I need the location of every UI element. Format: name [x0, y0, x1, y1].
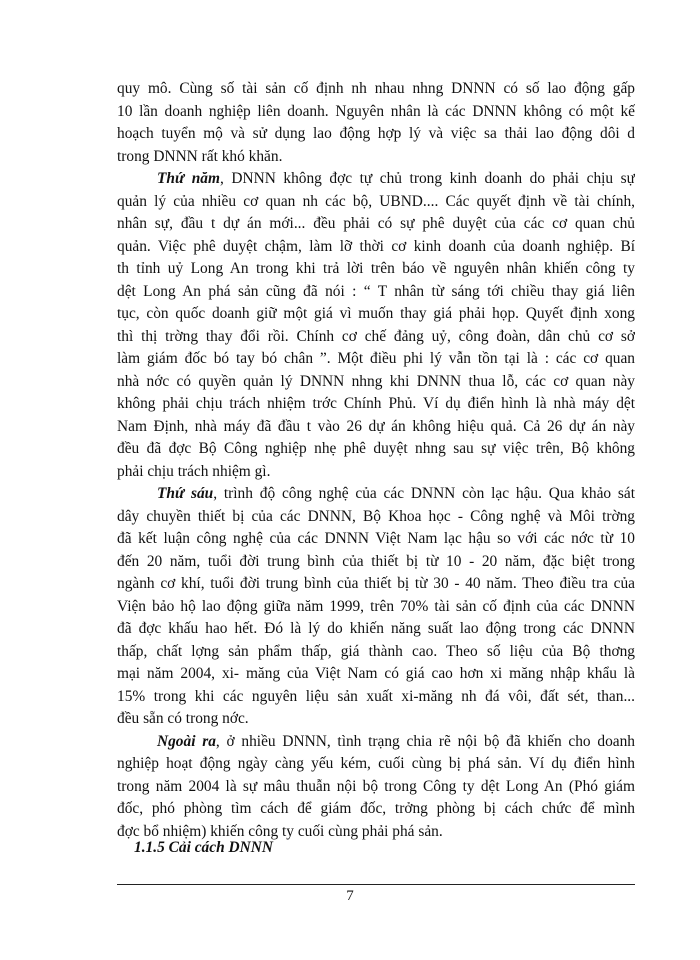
line-text: dệt Long An phá sản cũng đã nói : “ T nhân từ sáng tới chiều thay giá liên: [117, 282, 635, 300]
text-line: [117, 123, 635, 146]
paragraph-lead: Thứ sáu: [157, 485, 214, 502]
line-text: phải chịu trách nhiệm gì.: [117, 462, 271, 480]
text-line: [117, 663, 635, 686]
text-line: [117, 371, 635, 394]
text-line: [117, 573, 635, 596]
text-line: [117, 191, 635, 214]
text-line: [117, 776, 635, 799]
line-text: dây chuyền thiết bị của các DNNN, Bộ Khoa học - Công nghệ và Môi trờng: [117, 507, 635, 525]
line-text: quản lý của nhiều cơ quan nh các bộ, UBND.... Các quyết định về tài chính,: [117, 192, 635, 210]
line-text: mại năm 2004, xi- măng của Việt Nam có giá cao hơn xi măng nhập khẩu là: [117, 665, 635, 682]
text-line: [117, 258, 635, 281]
line-text: Viện bảo hộ lao động giữa năm 1999, trên 70% tài sản cố định của các DNNN: [117, 597, 635, 615]
text-line: [117, 168, 635, 191]
text-line: [117, 753, 635, 776]
section-heading: 1.1.5 Cải cách DNNN: [134, 839, 273, 856]
text-line: [117, 348, 635, 371]
text-line: [117, 146, 635, 169]
page-number: 7: [346, 888, 354, 904]
line-text: , DNNN không đợc tự chủ trong kinh doanh do phải chịu sự: [219, 170, 635, 187]
text-line: [117, 798, 635, 821]
line-text: trong DNNN rất khó khăn.: [117, 147, 283, 165]
line-text: đều đã đợc Bộ Công nghiệp nhẹ phê duyệt nhng sau sự việc trên, Bộ không: [117, 440, 635, 457]
line-text: quy mô. Cùng số tài sản cố định nh nhau nhng DNNN có số lao động gấp: [117, 80, 635, 97]
text-line: [117, 101, 635, 124]
line-text: , ở nhiều DNNN, tình trạng chia rẽ nội bộ đã khiến cho doanh: [215, 732, 635, 750]
text-line: [117, 393, 635, 416]
text-line: [117, 236, 635, 259]
line-text: , trình độ công nghệ của các DNNN còn lạc hậu. Qua khảo sát: [213, 485, 635, 502]
line-text: làm giám đốc bó tay bó chân ”. Một điều phi lý vẫn tồn tại là : các cơ quan: [117, 350, 635, 367]
line-text: đốc, phó phòng tìm cách để giám đốc, trởng phòng bị cách chức để mình: [117, 800, 635, 817]
line-text: hoạch tuyển mộ và sử dụng lao động hợp lý và việc sa thải lao động dôi d: [117, 125, 635, 142]
line-text: đã đợc khấu hao hết. Đó là lý do khiến năng suất lao động trong các DNNN: [117, 620, 635, 637]
line-text: đều sẵn có trong nớc.: [117, 710, 249, 727]
text-line: [117, 551, 635, 574]
text-line: [117, 281, 635, 304]
line-text: đến 20 năm, tuổi đời trung bình của thiết bị từ 10 - 20 năm, đặc biệt trong: [117, 552, 635, 570]
line-text: tục, còn quốc doanh giữ một giá vì muốn thay giá phải họp. Quyết định xong: [117, 305, 635, 322]
text-line: [117, 438, 635, 461]
line-text: đã kết luận công nghệ của các DNNN Việt Nam lạc hậu so với các nớc từ 10: [117, 530, 635, 547]
line-text: quản. Việc phê duyệt chậm, làm lỡ thời cơ kinh doanh của doanh nghiệp. Bí: [117, 237, 635, 255]
paragraph-lead: Thứ năm: [157, 170, 220, 187]
body-text: [117, 78, 635, 843]
text-line: [117, 213, 635, 236]
line-text: nhân sự, đầu t dự án mới... đều phải có sự phê duyệt của các cơ quan chủ: [117, 215, 635, 232]
line-text: trong năm 2004 là sự mâu thuẫn nội bộ trong Công ty dệt Long An (Phó giám: [117, 777, 635, 795]
text-line: [117, 326, 635, 349]
text-line: [117, 641, 635, 664]
line-text: th tỉnh uỷ Long An trong khi trả lời trên báo về nguyên nhân khiến công ty: [117, 260, 635, 277]
line-text: thì thị trờng thay đổi rồi. Chính cơ chế đảng uỷ, công đoàn, dân chủ cơ sở: [117, 327, 635, 345]
line-text: đợc bổ nhiệm) khiến công ty cuối cùng phải phá sản.: [117, 822, 443, 840]
line-text: thấp, chất lợng sản phẩm thấp, giá thành cao. Theo số liệu của Bộ thơng: [117, 642, 635, 660]
line-text: 15% trong khi các nguyên liệu sản xuất xi-măng nh đá vôi, đất sét, than...: [117, 687, 635, 705]
paragraph: [117, 168, 635, 483]
paragraph: [117, 78, 635, 168]
line-text: không phải chịu trách nhiệm trớc Chính Phủ. Ví dụ điển hình là nhà máy dệt: [117, 395, 635, 412]
paragraph-lead: Ngoài ra: [157, 732, 216, 750]
text-line: [117, 461, 635, 484]
text-line: [117, 528, 635, 551]
line-text: Nam Định, nhà máy đã đầu t vào 26 dự án không hiệu quả. Cả 26 dự án này: [117, 417, 635, 435]
paragraph: [117, 483, 635, 731]
line-text: 10 lần doanh nghiệp liên doanh. Nguyên nhân là các DNNN không có một kế: [117, 102, 635, 120]
line-text: nghiệp hoạt động ngày càng yếu kém, cuối cùng bị phá sản. Ví dụ điển hình: [117, 755, 635, 772]
line-text: ngành cơ khí, tuổi đời trung bình của thiết bị từ 30 - 40 năm. Theo điều tra của: [117, 575, 635, 592]
text-line: [117, 506, 635, 529]
text-line: [117, 416, 635, 439]
text-line: [117, 596, 635, 619]
text-line: [117, 303, 635, 326]
text-line: [117, 483, 635, 506]
text-line: [117, 618, 635, 641]
paragraph: [117, 731, 635, 844]
text-line: [117, 731, 635, 754]
text-line: [117, 78, 635, 101]
text-line: [117, 686, 635, 709]
footer-rule: [117, 884, 635, 885]
line-text: nhà nớc có quyền quản lý DNNN nhng khi DNNN thua lỗ, các cơ quan này: [117, 372, 635, 390]
text-line: [117, 708, 635, 731]
